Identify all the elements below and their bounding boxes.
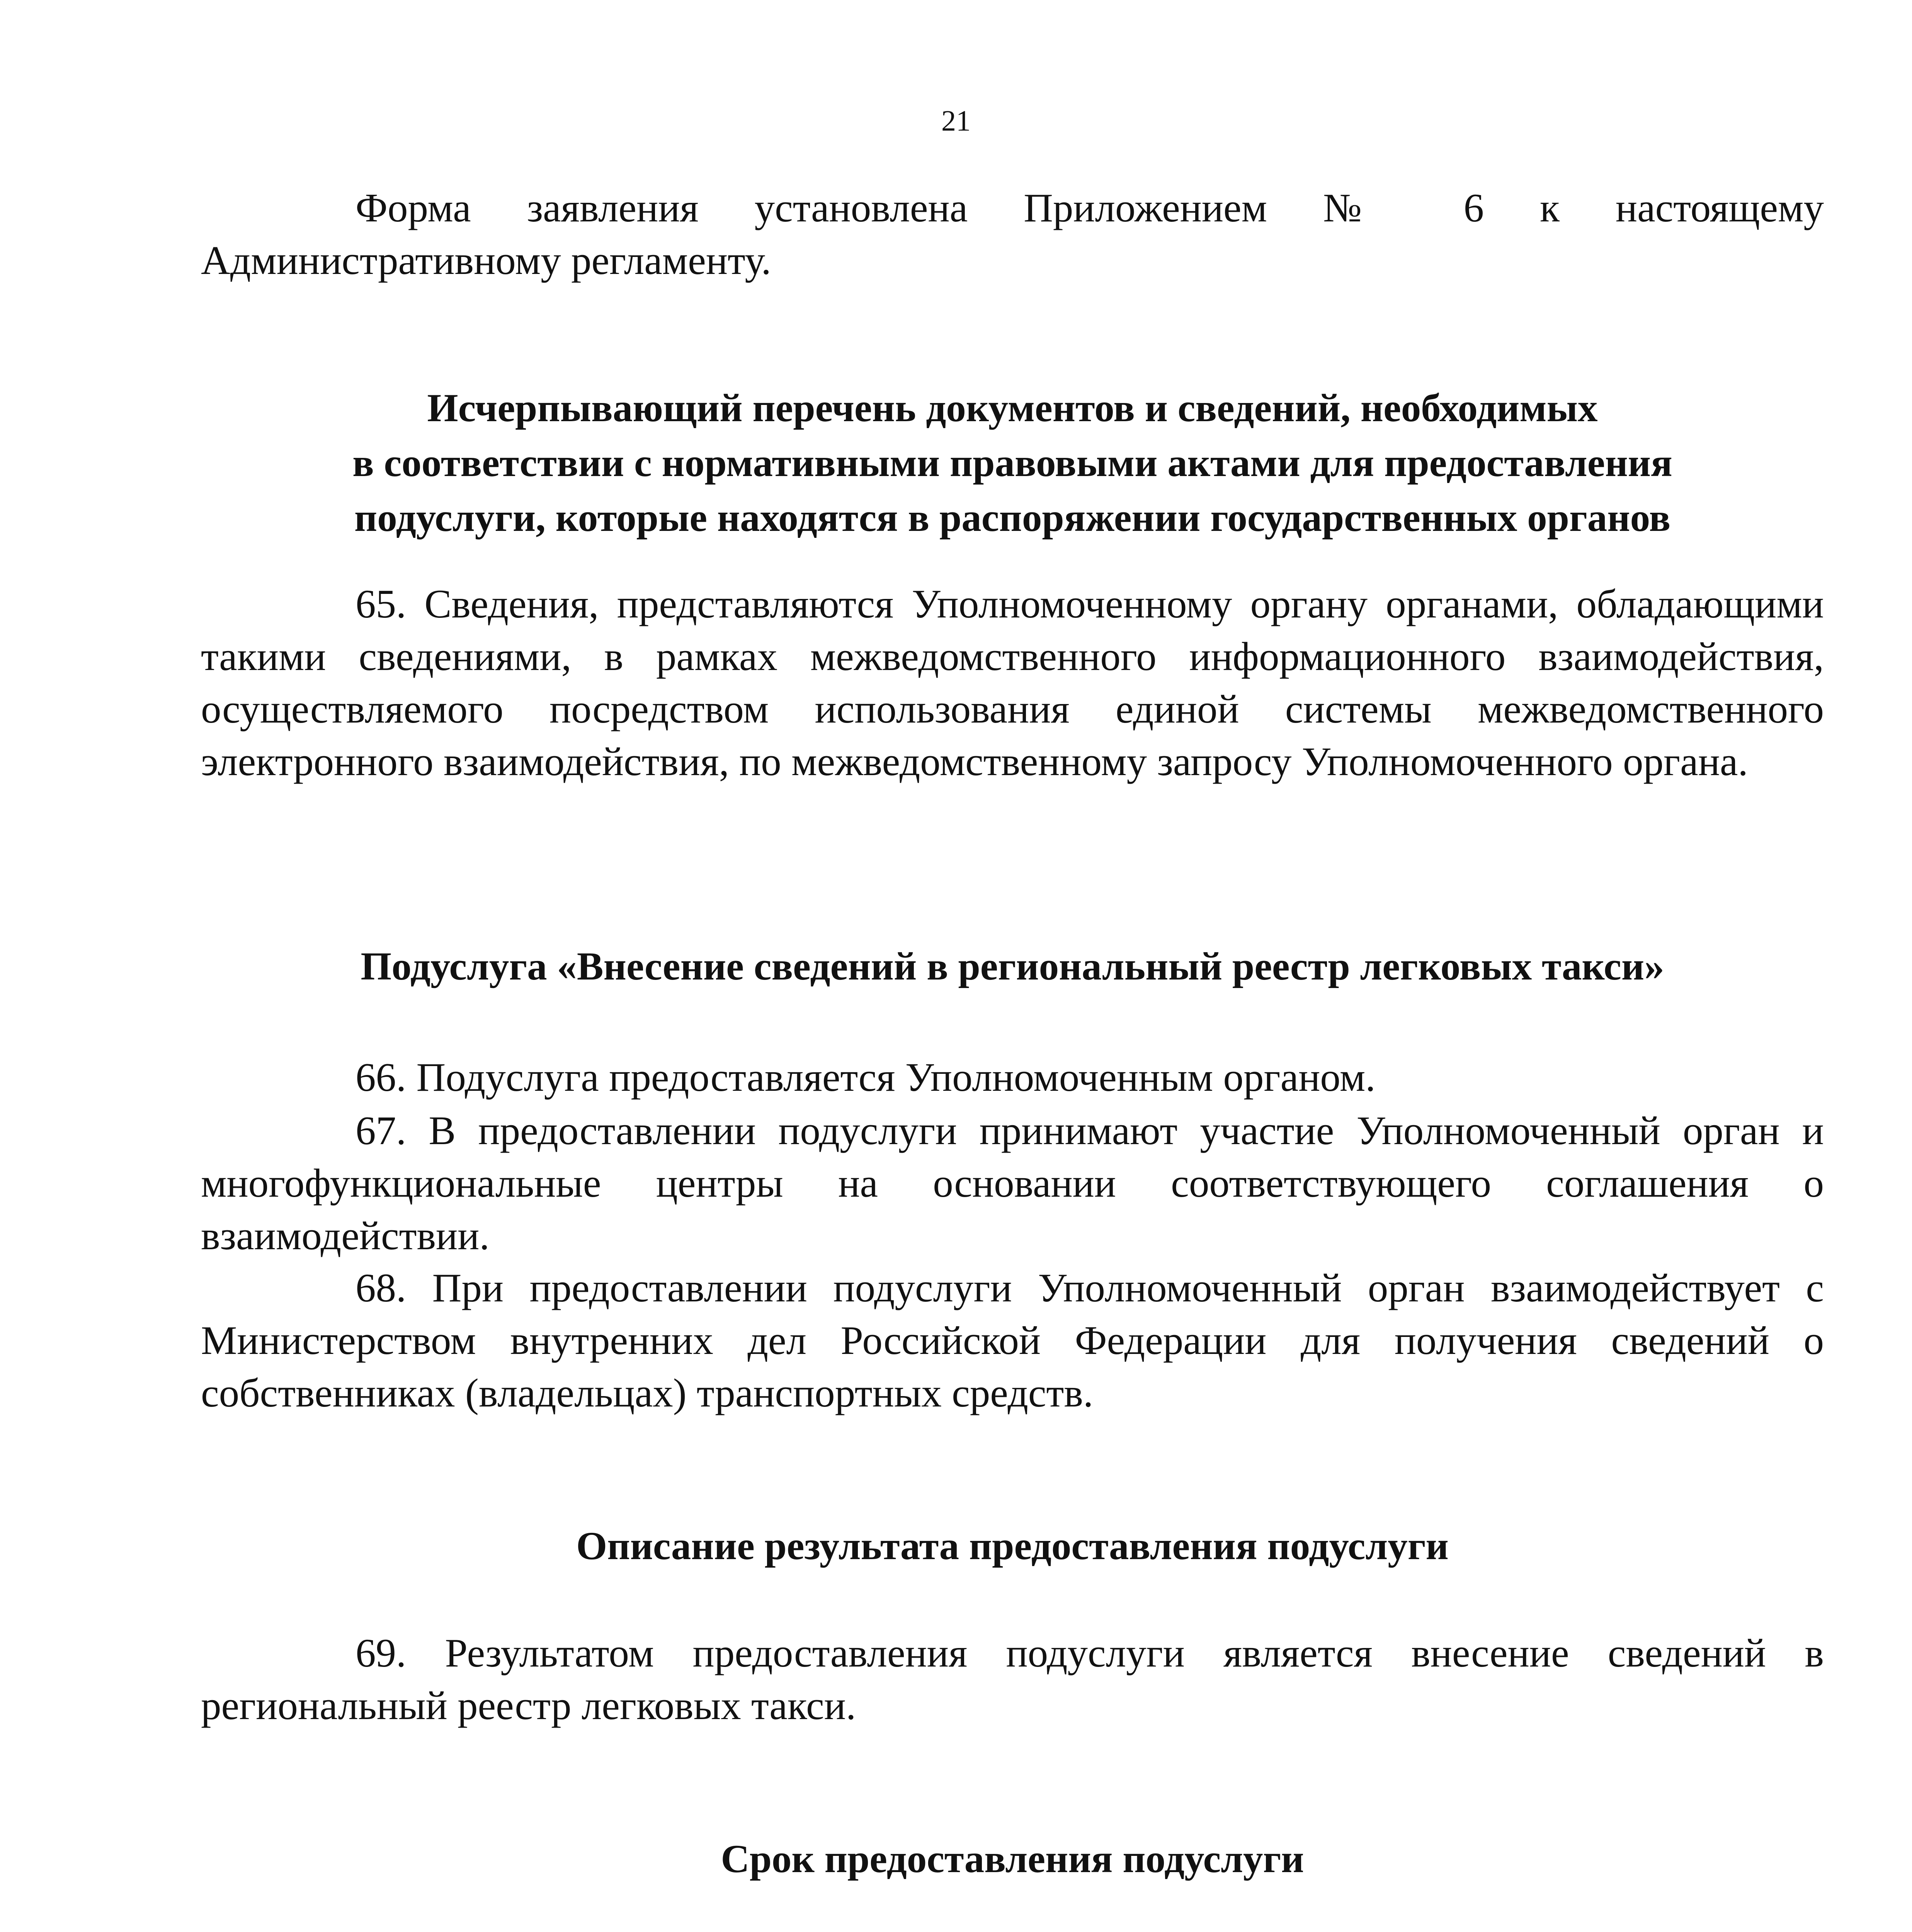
paragraph-text: 69. Результатом предоставления подуслуги является внесение сведений в региональный реестр легковых такси. — [201, 1630, 1824, 1728]
paragraph-line: Форма заявления установлена Приложением № 6 к настоящему — [356, 185, 1824, 230]
heading-line: Подуслуга «Внесение сведений в региональный реестр легковых такси» — [361, 944, 1664, 988]
heading-line: Срок предоставления подуслуги — [721, 1837, 1304, 1881]
paragraph-66 — [201, 1051, 1824, 1104]
section-heading-documents-state-bodies — [201, 381, 1824, 545]
heading-line: Исчерпывающий перечень документов и сведений, необходимых — [427, 386, 1598, 430]
paragraph-text: 68. При предоставлении подуслуги Уполномоченный орган взаимодействует с Министерством внутренних дел Российской Федерации для получения сведений о собственниках (владельцах) транспортных средств. — [201, 1265, 1824, 1415]
heading-line: подуслуги, которые находятся в распоряжении государственных органов — [354, 496, 1671, 540]
section-heading-result — [201, 1519, 1824, 1573]
paragraph-line: Административному регламенту. — [201, 238, 771, 283]
section-heading-subservice — [201, 939, 1824, 994]
page-number: 21 — [941, 105, 971, 137]
paragraph-67 — [201, 1104, 1824, 1262]
paragraph-text: 67. В предоставлении подуслуги принимают участие Уполномоченный орган и многофункциональные центры на основании соответствующего соглашения о взаимодействии. — [201, 1108, 1824, 1258]
section-heading-term — [201, 1832, 1824, 1886]
paragraph-text: 65. Сведения, представляются Уполномоченному органу органами, обладающими такими сведениями, в рамках межведомственного информационного взаимодействия, осуществляемого посредством использования единой системы межведомственного электронного взаимодействия, по межведомственному запросу Уполномоченного органа. — [201, 581, 1824, 784]
paragraph-69 — [201, 1627, 1824, 1732]
heading-line: Описание результата предоставления подуслуги — [576, 1524, 1449, 1568]
paragraph-application-form — [201, 182, 1824, 287]
paragraph-65 — [201, 578, 1824, 788]
heading-line: в соответствии с нормативными правовыми актами для предоставления — [352, 441, 1672, 485]
paragraph-text: 66. Подуслуга предоставляется Уполномоченным органом. — [356, 1054, 1376, 1100]
paragraph-68 — [201, 1262, 1824, 1419]
